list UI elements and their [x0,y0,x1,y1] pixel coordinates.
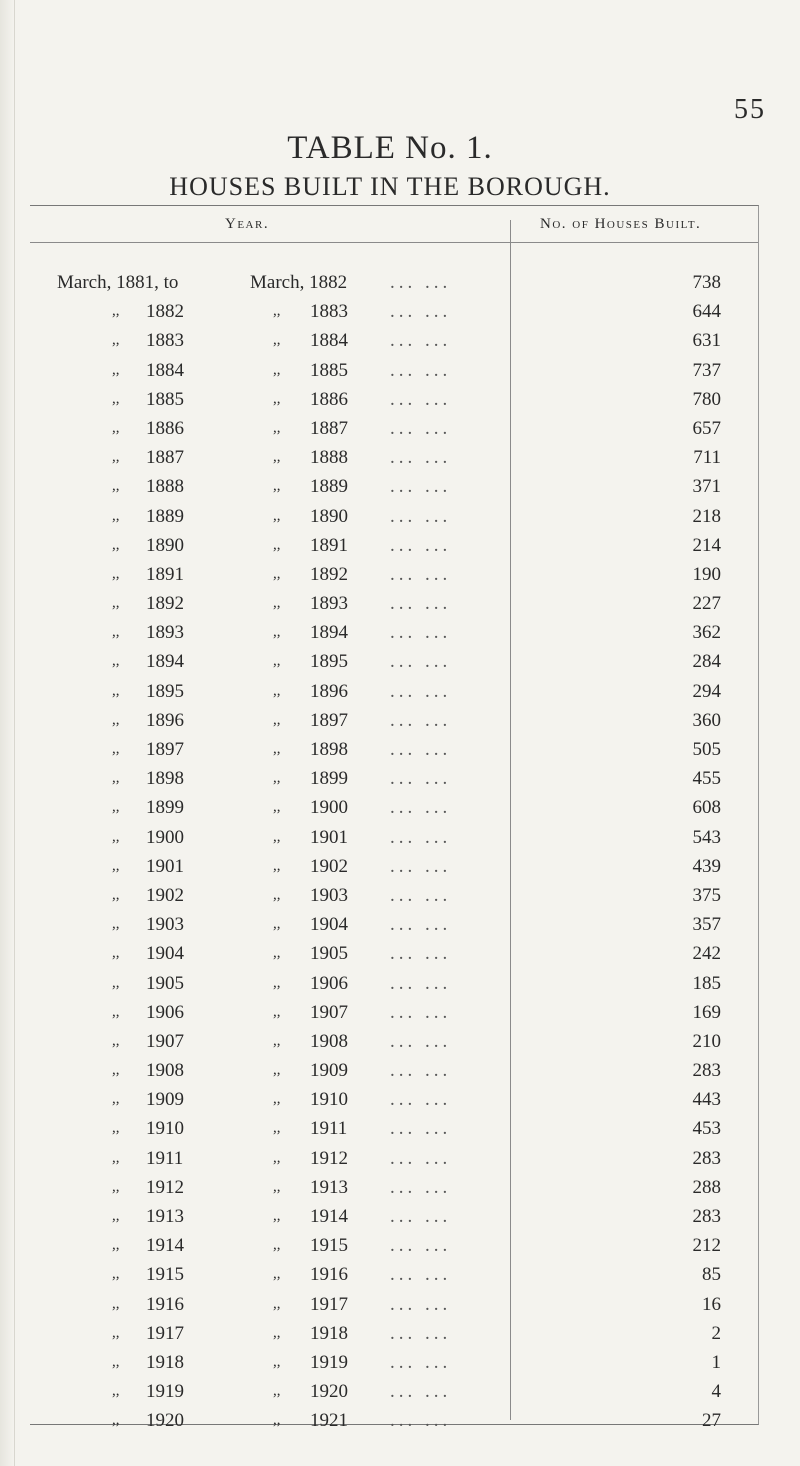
row-ditto-from: ,, [112,1062,120,1079]
row-ditto-to: ,, [273,770,281,787]
table-row [0,881,800,910]
row-value: 543 [692,826,721,848]
row-ditto-from: ,, [112,1237,120,1254]
row-to: March, 1882 [250,272,348,293]
row-ditto-from: ,, [112,770,120,787]
row-to: 1891 [310,534,348,556]
table-row [0,647,800,676]
row-to: 1893 [310,593,348,615]
row-value: 284 [692,651,721,673]
row-ditto-from: ,, [112,507,120,524]
row-ditto-from: ,, [112,1003,120,1020]
row-from: 1891 [146,563,184,585]
row-value: 455 [692,768,721,790]
row-value: 218 [692,505,721,527]
leader-dots: ... ... [390,563,452,585]
row-to: 1885 [310,359,348,381]
leader-dots: ... ... [390,447,452,469]
row-to: 1914 [310,1206,348,1227]
row-value: 357 [692,914,721,936]
row-ditto-from: ,, [112,945,120,962]
leader-dots: ... ... [390,476,452,498]
row-from: 1897 [146,739,184,760]
row-ditto-to: ,, [273,682,281,699]
leader-dots: ... ... [390,884,452,906]
table-row [0,793,800,822]
row-ditto-from: ,, [112,595,120,612]
table-row [0,706,800,735]
row-from: 1907 [146,1030,184,1052]
table-row [0,1056,800,1085]
row-to: 1915 [310,1235,348,1257]
table-row [0,1406,800,1435]
row-ditto-to: ,, [273,1353,281,1370]
row-to: 1903 [310,884,348,906]
row-from: 1898 [146,768,184,790]
row-value: 210 [692,1030,721,1052]
row-ditto-from: ,, [112,916,120,933]
row-value: 738 [692,272,721,293]
row-value: 283 [692,1206,721,1227]
row-value: 371 [692,476,721,498]
leader-dots: ... ... [390,972,452,994]
row-ditto-from: ,, [112,886,120,903]
row-ditto-from: ,, [112,1120,120,1137]
row-to: 1890 [310,505,348,527]
table-row [0,1202,800,1231]
row-from: 1916 [146,1293,184,1315]
row-ditto-from: ,, [112,799,120,816]
leader-dots: ... ... [390,301,452,323]
row-to: 1888 [310,447,348,469]
row-to: 1916 [310,1264,348,1286]
table-row [0,443,800,472]
leader-dots: ... ... [390,1410,452,1432]
leader-dots: ... ... [390,505,452,527]
row-ditto-from: ,, [112,361,120,378]
row-value: 212 [692,1235,721,1257]
table-row [0,385,800,414]
row-from: 1890 [146,534,184,556]
row-to: 1886 [310,388,348,410]
table-subtitle: HOUSES BUILT IN THE BOROUGH. [169,172,611,201]
table-row [0,1231,800,1260]
row-ditto-from: ,, [112,536,120,553]
row-value: 608 [692,797,721,819]
row-ditto-to: ,, [273,857,281,874]
row-value: 737 [692,359,721,381]
row-value: 288 [692,1176,721,1198]
row-ditto-to: ,, [273,478,281,495]
leader-dots: ... ... [390,768,452,790]
row-ditto-from: ,, [112,419,120,436]
row-to: 1906 [310,972,348,994]
row-ditto-from: ,, [112,1383,120,1400]
leader-dots: ... ... [390,534,452,556]
row-from: 1915 [146,1264,184,1286]
row-from: 1902 [146,884,184,906]
row-to: 1899 [310,768,348,790]
row-ditto-to: ,, [273,1208,281,1224]
row-ditto-from: ,, [112,857,120,874]
row-ditto-to: ,, [273,916,281,933]
column-header-year: Year. [225,216,270,232]
leader-dots: ... ... [390,359,452,381]
row-ditto-to: ,, [273,303,281,320]
row-to: 1883 [310,301,348,323]
row-ditto-from: ,, [112,332,120,349]
row-value: 360 [692,709,721,731]
row-ditto-from: ,, [112,1091,120,1108]
table-row [0,939,800,968]
row-value: 85 [702,1264,721,1286]
row-to: 1889 [310,476,348,498]
row-value: 190 [692,563,721,585]
row-from: 1910 [146,1118,184,1140]
leader-dots: ... ... [390,855,452,877]
row-ditto-to: ,, [273,565,281,582]
row-ditto-to: ,, [273,1178,281,1195]
table-row [0,1173,800,1202]
row-from: 1905 [146,972,184,994]
table-row [0,1027,800,1056]
row-from: 1896 [146,709,184,731]
row-ditto-from: ,, [112,1032,120,1049]
table-row [0,823,800,852]
row-from: 1917 [146,1322,184,1344]
row-ditto-from: ,, [112,741,120,757]
row-from: 1919 [146,1381,184,1403]
row-ditto-from: ,, [112,1178,120,1195]
column-header-houses-built: No. of Houses Built. [540,216,702,232]
row-ditto-from: ,, [112,624,120,641]
row-ditto-to: ,, [273,1120,281,1137]
leader-dots: ... ... [390,739,452,760]
row-to: 1894 [310,622,348,644]
row-ditto-from: ,, [112,1412,120,1429]
table-row [0,998,800,1027]
row-from: March, 1881, to [57,272,179,293]
row-from: 1906 [146,1001,184,1023]
leader-dots: ... ... [390,1293,452,1315]
row-to: 1901 [310,826,348,848]
row-to: 1911 [310,1118,348,1140]
leader-dots: ... ... [390,1176,452,1198]
leader-dots: ... ... [390,330,452,352]
leader-dots: ... ... [390,709,452,731]
table-row [0,735,800,764]
leader-dots: ... ... [390,797,452,819]
row-ditto-to: ,, [273,828,281,845]
table-row [0,618,800,647]
row-from: 1918 [146,1351,184,1373]
table-row [0,1319,800,1348]
row-to: 1902 [310,855,348,877]
row-value: 27 [702,1410,721,1432]
row-ditto-to: ,, [273,974,281,991]
row-ditto-from: ,, [112,974,120,991]
row-to: 1898 [310,739,348,760]
leader-dots: ... ... [390,417,452,439]
table-row [0,969,800,998]
leader-dots: ... ... [390,1030,452,1052]
row-ditto-from: ,, [112,565,120,582]
row-ditto-to: ,, [273,1149,281,1166]
page-number: 55 [734,94,766,125]
table-row-first [0,268,800,297]
table-row [0,589,800,618]
row-ditto-from: ,, [112,711,120,728]
row-ditto-from: ,, [112,653,120,670]
row-ditto-from: ,, [112,1266,120,1283]
row-from: 1886 [146,417,184,439]
row-from: 1887 [146,447,184,469]
row-from: 1884 [146,359,184,381]
row-ditto-to: ,, [273,711,281,728]
row-to: 1919 [310,1351,348,1373]
row-value: 439 [692,855,721,877]
row-from: 1895 [146,680,184,702]
row-from: 1889 [146,505,184,527]
row-from: 1912 [146,1176,184,1198]
row-to: 1896 [310,680,348,702]
leader-dots: ... ... [390,1060,452,1082]
leader-dots: ... ... [390,1118,452,1140]
row-to: 1895 [310,651,348,673]
table-row [0,502,800,531]
leader-dots: ... ... [390,1206,452,1227]
row-ditto-to: ,, [273,536,281,553]
row-ditto-to: ,, [273,449,281,466]
row-ditto-from: ,, [112,303,120,320]
table-row [0,531,800,560]
row-value: 443 [692,1089,721,1111]
row-value: 711 [693,447,721,469]
row-from: 1909 [146,1089,184,1111]
leader-dots: ... ... [390,914,452,936]
row-ditto-to: ,, [273,1324,281,1341]
leader-dots: ... ... [390,1381,452,1403]
table-row [0,1290,800,1319]
leader-dots: ... ... [390,1264,452,1286]
row-ditto-to: ,, [273,1383,281,1400]
table-row [0,1114,800,1143]
row-from: 1908 [146,1060,184,1082]
row-from: 1903 [146,914,184,936]
leader-dots: ... ... [390,1001,452,1023]
row-from: 1899 [146,797,184,819]
leader-dots: ... ... [390,1351,452,1373]
leader-dots: ... ... [390,1089,452,1111]
header-rule [30,242,758,243]
row-ditto-to: ,, [273,419,281,436]
row-ditto-to: ,, [273,741,281,757]
row-from: 1894 [146,651,184,673]
row-to: 1908 [310,1030,348,1052]
row-to: 1917 [310,1293,348,1315]
row-from: 1913 [146,1206,184,1227]
table-row [0,1085,800,1114]
table-row [0,472,800,501]
row-ditto-to: ,, [273,653,281,670]
row-ditto-to: ,, [273,390,281,407]
row-value: 780 [692,388,721,410]
row-value: 4 [711,1381,721,1403]
leader-dots: ... ... [390,1147,452,1169]
row-value: 375 [692,884,721,906]
row-ditto-to: ,, [273,1237,281,1254]
table-body [0,268,800,1436]
row-ditto-from: ,, [112,682,120,699]
row-to: 1909 [310,1060,348,1082]
row-value: 644 [692,301,721,323]
row-from: 1920 [146,1410,184,1432]
row-to: 1920 [310,1381,348,1403]
table-title: TABLE No. 1. [287,130,493,166]
leader-dots: ... ... [390,943,452,965]
table-row [0,356,800,385]
row-to: 1913 [310,1176,348,1198]
table-row [0,852,800,881]
row-ditto-to: ,, [273,507,281,524]
row-to: 1892 [310,563,348,585]
row-to: 1904 [310,914,348,936]
row-from: 1885 [146,388,184,410]
table-row [0,1348,800,1377]
row-to: 1884 [310,330,348,352]
row-ditto-to: ,, [273,1295,281,1312]
leader-dots: ... ... [390,1322,452,1344]
row-value: 283 [692,1147,721,1169]
row-value: 362 [692,622,721,644]
row-value: 2 [711,1322,721,1344]
row-value: 169 [692,1001,721,1023]
row-ditto-to: ,, [273,1412,281,1429]
row-ditto-to: ,, [273,332,281,349]
row-value: 453 [692,1118,721,1140]
row-ditto-from: ,, [112,1208,120,1224]
row-from: 1892 [146,593,184,615]
table-row [0,764,800,793]
row-to: 1900 [310,797,348,819]
row-ditto-to: ,, [273,1003,281,1020]
row-value: 214 [692,534,721,556]
leader-dots: ... ... [390,272,452,293]
row-to: 1921 [310,1410,348,1432]
row-ditto-from: ,, [112,828,120,845]
leader-dots: ... ... [390,651,452,673]
row-from: 1911 [146,1147,184,1169]
row-ditto-from: ,, [112,449,120,466]
leader-dots: ... ... [390,680,452,702]
row-ditto-to: ,, [273,624,281,641]
leader-dots: ... ... [390,388,452,410]
row-value: 185 [692,972,721,994]
row-ditto-to: ,, [273,1062,281,1079]
row-ditto-to: ,, [273,799,281,816]
row-ditto-from: ,, [112,1353,120,1370]
row-ditto-to: ,, [273,361,281,378]
row-from: 1901 [146,855,184,877]
leader-dots: ... ... [390,826,452,848]
table-row [0,297,800,326]
leader-dots: ... ... [390,1235,452,1257]
row-ditto-to: ,, [273,886,281,903]
leader-dots: ... ... [390,593,452,615]
row-value: 16 [702,1293,721,1315]
table-row [0,1377,800,1406]
row-to: 1907 [310,1001,348,1023]
row-from: 1914 [146,1235,184,1257]
table-row [0,910,800,939]
row-ditto-from: ,, [112,1149,120,1166]
row-ditto-to: ,, [273,1266,281,1283]
row-ditto-from: ,, [112,1324,120,1341]
table-row [0,1260,800,1289]
table-row [0,414,800,443]
row-to: 1897 [310,709,348,731]
row-from: 1900 [146,826,184,848]
row-ditto-from: ,, [112,1295,120,1312]
table-row [0,677,800,706]
table-row [0,1144,800,1173]
row-value: 227 [692,593,721,615]
row-ditto-to: ,, [273,595,281,612]
row-to: 1887 [310,417,348,439]
leader-dots: ... ... [390,622,452,644]
row-to: 1910 [310,1089,348,1111]
row-value: 631 [692,330,721,352]
row-value: 657 [692,417,721,439]
row-value: 294 [692,680,721,702]
row-ditto-to: ,, [273,945,281,962]
row-from: 1888 [146,476,184,498]
row-value: 505 [692,739,721,760]
table-row [0,560,800,589]
row-ditto-to: ,, [273,1032,281,1049]
row-from: 1883 [146,330,184,352]
row-value: 283 [692,1060,721,1082]
row-from: 1893 [146,622,184,644]
row-value: 242 [692,943,721,965]
row-ditto-from: ,, [112,478,120,495]
row-to: 1912 [310,1147,348,1169]
row-value: 1 [711,1351,721,1373]
row-to: 1905 [310,943,348,965]
row-ditto-from: ,, [112,390,120,407]
row-to: 1918 [310,1322,348,1344]
row-from: 1882 [146,301,184,323]
table-row [0,326,800,355]
row-from: 1904 [146,943,184,965]
row-ditto-to: ,, [273,1091,281,1108]
